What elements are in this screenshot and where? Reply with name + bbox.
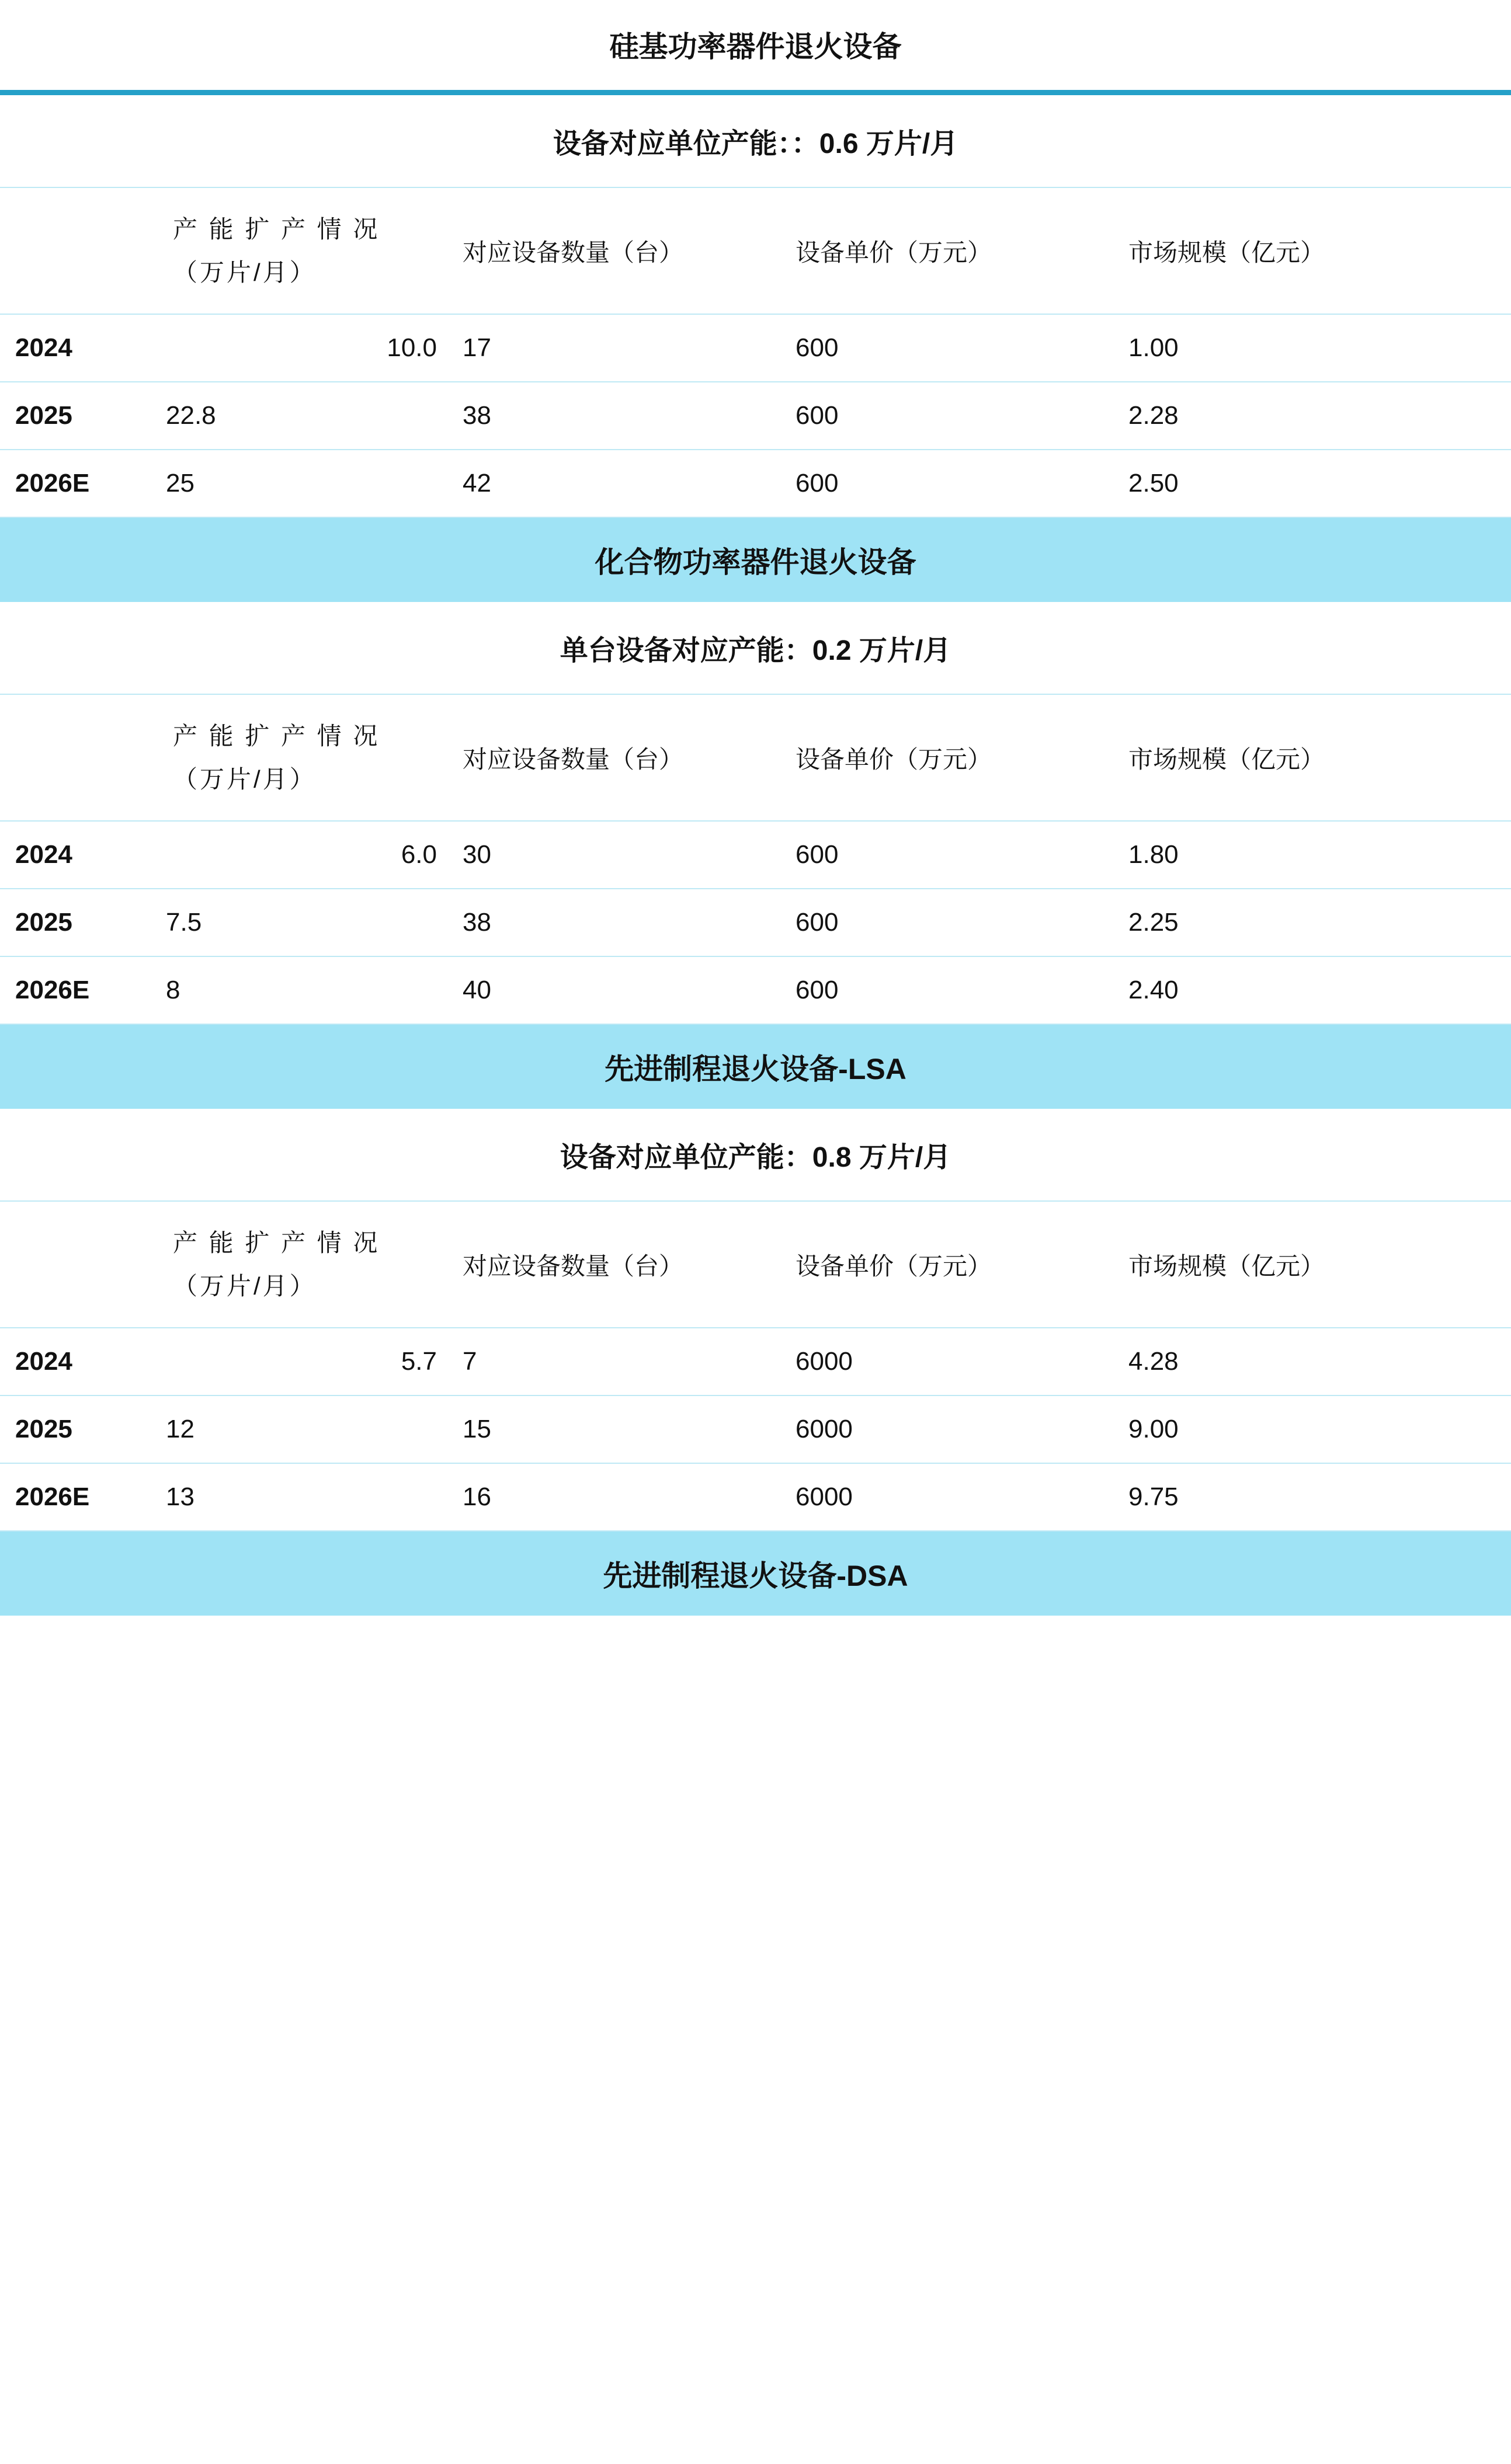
cell-market: 9.00 [1113, 1395, 1511, 1463]
cell-market: 9.75 [1113, 1463, 1511, 1531]
header-cell-count: 对应设备数量（台） [447, 694, 780, 821]
cell-count: 7 [447, 1328, 780, 1395]
cell-capacity: 5.7 [151, 1328, 447, 1395]
cell-market: 2.25 [1113, 889, 1511, 956]
header-cell-price: 设备单价（万元） [780, 1201, 1113, 1328]
cell-year: 2026E [0, 450, 151, 517]
cell-price: 6000 [780, 1463, 1113, 1531]
header-capacity-line1: 产 能 扩 产 情 况 [173, 1229, 380, 1257]
section-subtitle-0 [0, 93, 1511, 188]
header-cell-price: 设备单价（万元） [780, 187, 1113, 314]
header-cell-count: 对应设备数量（台） [447, 1201, 780, 1328]
cell-market: 2.28 [1113, 382, 1511, 450]
column-header-row-0 [0, 187, 1511, 314]
cell-year: 2025 [0, 889, 151, 956]
cell-market: 1.80 [1113, 821, 1511, 889]
section-title-1 [0, 517, 1511, 602]
header-cell-capacity [151, 694, 447, 821]
header-capacity-line1: 产 能 扩 产 情 况 [173, 215, 380, 243]
cell-count: 42 [447, 450, 780, 517]
table-row [0, 382, 1511, 450]
header-cell-blank [0, 187, 151, 314]
header-cell-capacity [151, 187, 447, 314]
cell-price: 600 [780, 450, 1113, 517]
table-row [0, 1328, 1511, 1395]
cell-capacity: 12 [151, 1395, 447, 1463]
cell-capacity: 8 [151, 956, 447, 1024]
section-subtitle-2 [0, 1109, 1511, 1201]
column-header-row-1 [0, 694, 1511, 821]
section-subtitle-text: 设备对应单位产能：：0.6 万片/月 [0, 93, 1511, 188]
section-title-text: 化合物功率器件退火设备 [0, 517, 1511, 602]
section-subtitle-1 [0, 602, 1511, 694]
cell-price: 600 [780, 889, 1113, 956]
cell-count: 16 [447, 1463, 780, 1531]
section-title-2 [0, 1024, 1511, 1109]
header-cell-count: 对应设备数量（台） [447, 187, 780, 314]
section-title-0 [0, 0, 1511, 93]
table-row [0, 1463, 1511, 1531]
header-capacity-line2: （万片/月） [173, 1272, 317, 1300]
header-capacity-line2: （万片/月） [173, 765, 317, 793]
cell-year: 2024 [0, 1328, 151, 1395]
cell-market: 2.50 [1113, 450, 1511, 517]
cell-capacity: 10.0 [151, 314, 447, 382]
section-subtitle-text: 设备对应单位产能：0.8 万片/月 [0, 1109, 1511, 1201]
cell-year: 2025 [0, 1395, 151, 1463]
cell-count: 17 [447, 314, 780, 382]
cell-capacity: 6.0 [151, 821, 447, 889]
header-cell-blank [0, 1201, 151, 1328]
section-title-3 [0, 1531, 1511, 1616]
section-title-text: 硅基功率器件退火设备 [0, 0, 1511, 93]
table-row [0, 821, 1511, 889]
header-cell-market: 市场规模（亿元） [1113, 187, 1511, 314]
cell-price: 600 [780, 314, 1113, 382]
table-row [0, 889, 1511, 956]
cell-count: 38 [447, 382, 780, 450]
cell-price: 6000 [780, 1328, 1113, 1395]
cell-year: 2024 [0, 821, 151, 889]
table-row [0, 314, 1511, 382]
table-row [0, 956, 1511, 1024]
header-cell-capacity [151, 1201, 447, 1328]
cell-year: 2026E [0, 1463, 151, 1531]
cell-market: 4.28 [1113, 1328, 1511, 1395]
cell-year: 2026E [0, 956, 151, 1024]
section-title-text: 先进制程退火设备-LSA [0, 1024, 1511, 1109]
section-subtitle-text: 单台设备对应产能：0.2 万片/月 [0, 602, 1511, 694]
cell-market: 2.40 [1113, 956, 1511, 1024]
cell-price: 600 [780, 821, 1113, 889]
cell-capacity: 13 [151, 1463, 447, 1531]
header-capacity-line1: 产 能 扩 产 情 况 [173, 722, 380, 750]
table-row [0, 450, 1511, 517]
cell-capacity: 25 [151, 450, 447, 517]
table-row [0, 1395, 1511, 1463]
cell-count: 30 [447, 821, 780, 889]
header-cell-price: 设备单价（万元） [780, 694, 1113, 821]
cell-capacity: 22.8 [151, 382, 447, 450]
header-capacity-line2: （万片/月） [173, 258, 317, 286]
cell-price: 6000 [780, 1395, 1113, 1463]
section-title-text: 先进制程退火设备-DSA [0, 1531, 1511, 1616]
cell-capacity: 7.5 [151, 889, 447, 956]
column-header-row-2 [0, 1201, 1511, 1328]
header-cell-blank [0, 694, 151, 821]
cell-count: 38 [447, 889, 780, 956]
cell-price: 600 [780, 382, 1113, 450]
header-cell-market: 市场规模（亿元） [1113, 694, 1511, 821]
cell-year: 2025 [0, 382, 151, 450]
cell-count: 40 [447, 956, 780, 1024]
header-cell-market: 市场规模（亿元） [1113, 1201, 1511, 1328]
cell-price: 600 [780, 956, 1113, 1024]
cell-year: 2024 [0, 314, 151, 382]
cell-market: 1.00 [1113, 314, 1511, 382]
cell-count: 15 [447, 1395, 780, 1463]
